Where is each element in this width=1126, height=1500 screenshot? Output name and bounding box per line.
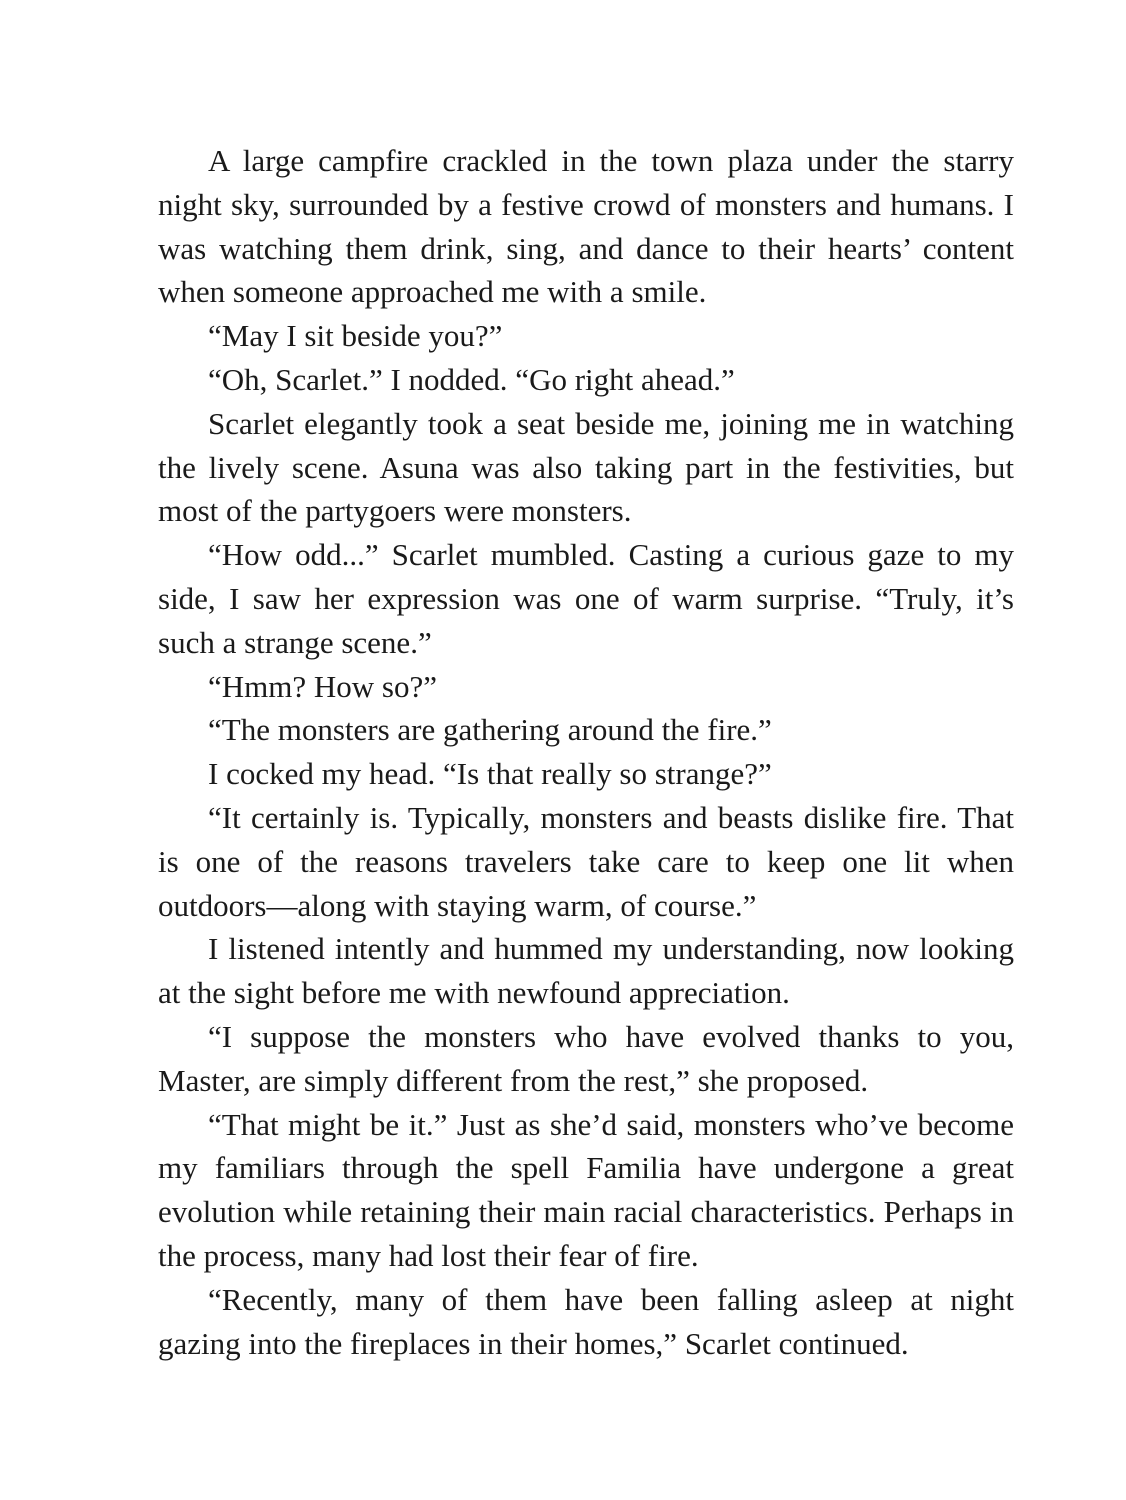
paragraph: “Recently, many of them have been falling asleep at night gazing into the fireplaces in their homes,” Scarlet continued.	[158, 1281, 1014, 1361]
paragraph: “That might be it.” Just as she’d said, monsters who’ve become my familiars through the spell Familia have undergone a great evolution while retaining their main racial characteristics. Perhaps in the process, many had lost their fear of fire.	[158, 1106, 1014, 1273]
paragraph: I cocked my head. “Is that really so strange?”	[208, 756, 772, 792]
book-page-body	[158, 139, 1014, 1365]
paragraph: A large campfire crackled in the town plaza under the starry night sky, surrounded by a festive crowd of monsters and humans. I was watching them drink, sing, and dance to their hearts’ content when someone approached me with a smile.	[158, 143, 1014, 310]
paragraph: “Oh, Scarlet.” I nodded. “Go right ahead.”	[208, 361, 735, 397]
paragraph: “Hmm? How so?”	[208, 668, 437, 704]
paragraph: “How odd...” Scarlet mumbled. Casting a curious gaze to my side, I saw her expression was one of warm surprise. “Truly, it’s such a strange scene.”	[158, 537, 1014, 660]
paragraph: “I suppose the monsters who have evolved thanks to you, Master, are simply different from the rest,” she proposed.	[158, 1018, 1014, 1098]
paragraph: “The monsters are gathering around the fire.”	[208, 712, 772, 748]
paragraph: Scarlet elegantly took a seat beside me, joining me in watching the lively scene. Asuna was also taking part in the festivities, but most of the partygoers were monsters.	[158, 405, 1014, 529]
paragraph: “It certainly is. Typically, monsters and beasts dislike fire. That is one of the reasons travelers take care to keep one lit when outdoors—along with staying warm, of course.”	[158, 799, 1014, 923]
paragraph: I listened intently and hummed my understanding, now looking at the sight before me with newfound appreciation.	[158, 931, 1014, 1011]
paragraph: “May I sit beside you?”	[208, 318, 503, 354]
